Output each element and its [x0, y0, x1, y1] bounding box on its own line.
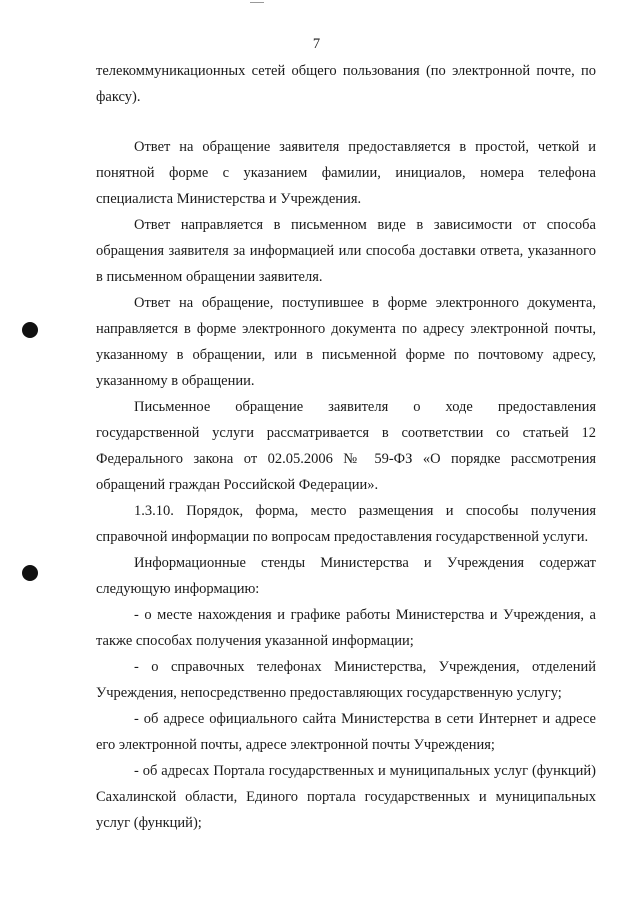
list-item: - об адресах Портала государственных и муниципальных услуг (функций) Сахалинской области, Единого портала государственных и муниципальных услуг (функций); [96, 763, 596, 831]
scan-mark [250, 2, 264, 3]
paragraph: Ответ на обращение заявителя предоставляется в простой, четкой и понятной форме с указанием фамилии, инициалов, номера телефона специалиста Министерства и Учреждения. [96, 139, 596, 207]
punch-hole-bottom [22, 565, 38, 581]
paragraph: Письменное обращение заявителя о ходе предоставления государственной услуги рассматривается в соответствии со статьей 12 Федерального закона от 02.05.2006 № 59-ФЗ «О порядке рассмотрения обращений граждан Российской Федерации». [96, 399, 596, 493]
list-item: - об адресе официального сайта Министерства в сети Интернет и адресе его электронной почты, адресе электронной почты Учреждения; [96, 711, 596, 753]
page-number: 7 [312, 36, 321, 52]
document-body [96, 58, 596, 836]
paragraph: Ответ на обращение, поступившее в форме электронного документа, направляется в форме электронного документа по адресу электронной почты, указанному в обращении, или в письменной форме по почтовому адресу, указанному в обращении. [96, 295, 596, 389]
paragraph: Информационные стенды Министерства и Учреждения содержат следующую информацию: [96, 555, 596, 597]
list-item: - о месте нахождения и графике работы Министерства и Учреждения, а также способах получения указанной информации; [96, 607, 596, 649]
punch-hole-top [22, 322, 38, 338]
list-item: - о справочных телефонах Министерства, Учреждения, отделений Учреждения, непосредственно предоставляющих государственную услугу; [96, 659, 596, 701]
paragraph: телекоммуникационных сетей общего пользования (по электронной почте, по факсу). [96, 63, 596, 105]
paragraph: 1.3.10. Порядок, форма, место размещения и способы получения справочной информации по вопросам предоставления государственной услуги. [96, 503, 596, 545]
paragraph: Ответ направляется в письменном виде в зависимости от способа обращения заявителя за информацией или способа доставки ответа, указанного в письменном обращении заявителя. [96, 217, 596, 285]
